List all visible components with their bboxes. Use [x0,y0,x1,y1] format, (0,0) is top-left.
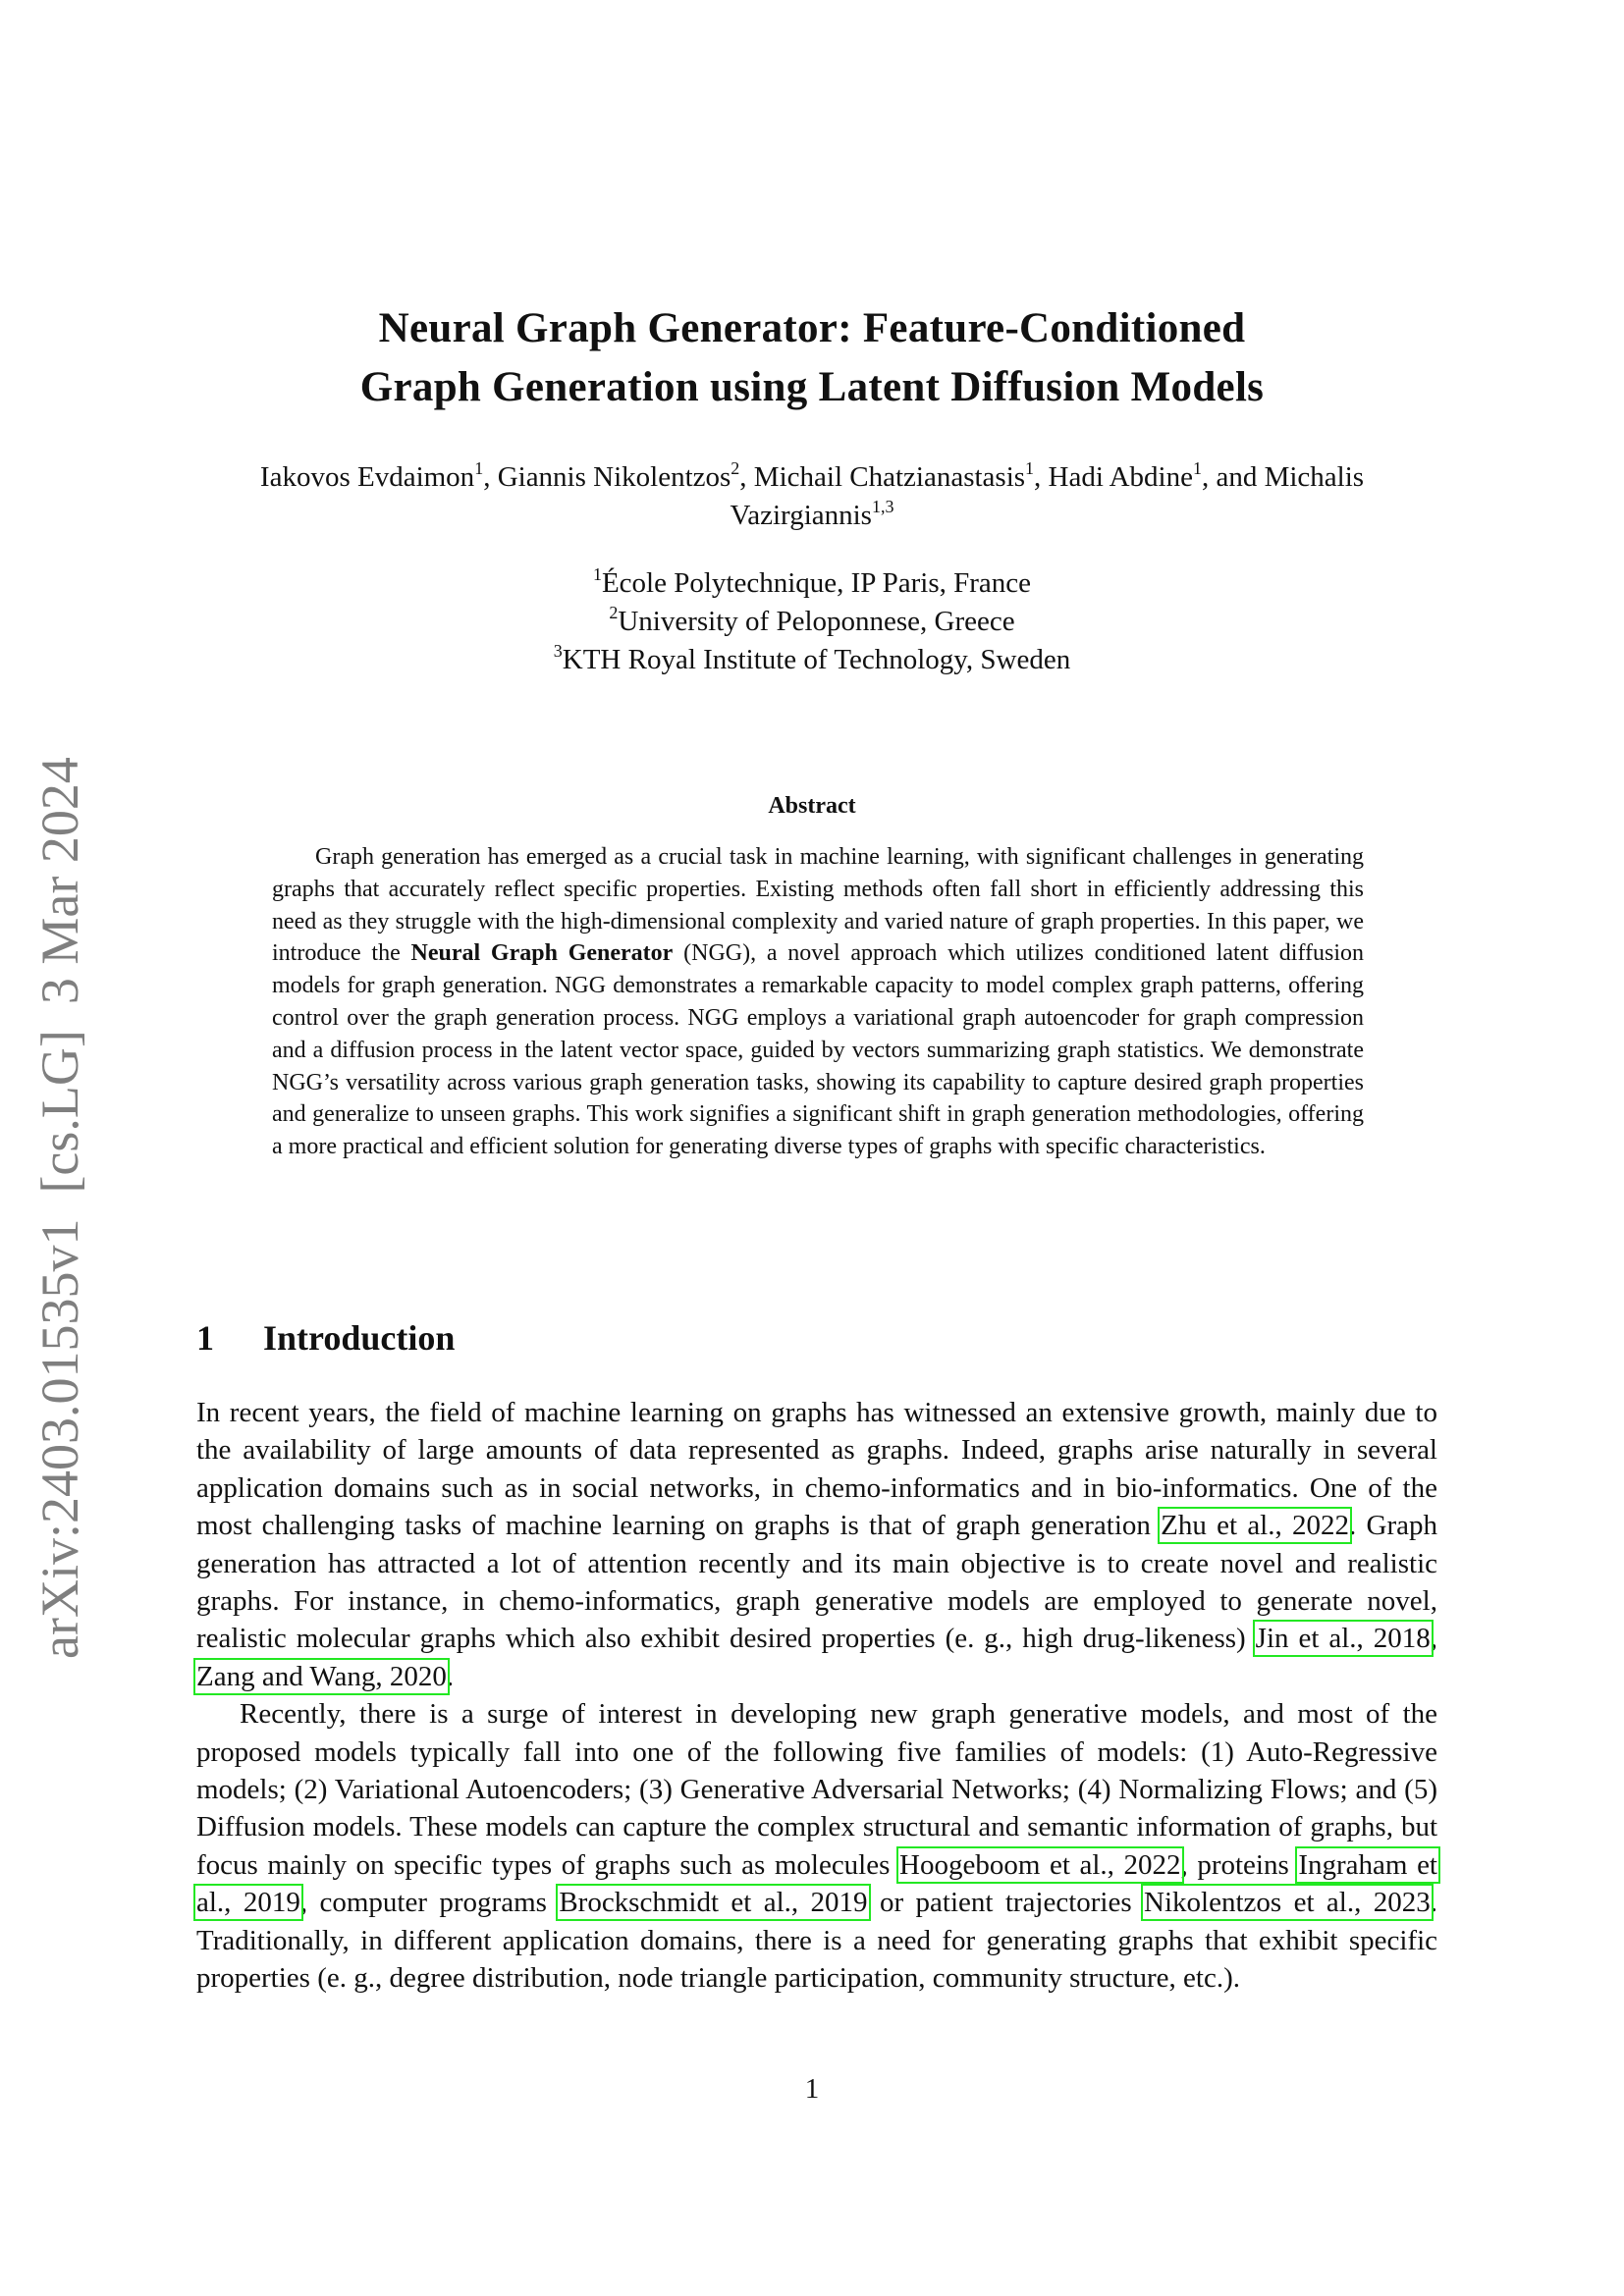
arxiv-stamp [29,757,90,1659]
affiliation: $^3$KTH Royal Institute of Technology, Sweden [553,641,1071,675]
model-name: Neural Graph Generator [410,940,674,967]
title-line-2: Graph Generation using Latent Diffusion Models [359,364,1265,410]
paper-title [0,299,1624,417]
section-heading [196,1317,455,1359]
abstract-body: Graph generation has emerged as a crucial task in machine learning, with significant challenges in generating graphs that accurately reflect specific properties. Existing methods often fall short in efficiently addressing this need as they struggle with the high-dimensional complexity and varied nature of graph properties. In this paper, we introduce the Neural Graph Generator (NGG), a novel approach which utilizes conditioned latent diffusion models for graph generation. NGG demonstrates a remarkable capacity to model complex graph patterns, offering control over the graph generation process. NGG employs a variational graph autoencoder for graph compression and a diffusion process in the latent vector space, guided by vectors summarizing graph statistics. We demonstrate NGG’s versatility across various graph generation tasks, showing its capability to capture desired graph properties and generalize to unseen graphs. This work signifies a significant shift in graph generation methodologies, offering a more practical and efficient solution for generating diverse types of graphs with specific characteristics. [272,844,1365,1160]
citation-link[interactable]: Nikolentzos et al., 2023 [1144,1887,1431,1919]
author: Michalis Vazirgiannis$^{1,3}$ [730,461,1365,531]
author: Hadi Abdine$^1$, and [1048,458,1265,493]
citation-link[interactable]: Jin et al., 2018 [1255,1623,1431,1655]
arxiv-id: arXiv:2403.01535v1 [30,1218,89,1659]
author: Michail Chatzianastasis$^1$, [753,458,1049,493]
page-number: 1 [804,2073,820,2105]
paragraph: In recent years, the field of machine learning on graphs has witnessed an extensive growth, mainly due to the availability of large amounts of data represented as graphs. Indeed, graphs arise naturally in several application domains such as in social networks, in chemo-informatics and in bio-informatics. One of the most challenging tasks of machine learning on graphs is that of graph generation Zhu et al., 2022. Graph generation has attracted a lot of attention recently and its main objective is to create novel and realistic graphs. For instance, in chemo-informatics, graph generative models are employed to generate novel, realistic molecular graphs which also exhibit desired properties (e. g., high drug-likeness) Jin et al., 2018, Zang and Wang, 2020. [196,1397,1437,1692]
arxiv-category: [cs.LG] [30,1030,89,1194]
author: Giannis Nikolentzos$^2$, [497,458,754,493]
arxiv-date: 3 Mar 2024 [30,757,89,1005]
section-number: 1 [196,1318,214,1358]
title-line-1: Neural Graph Generator: Feature-Conditioned [378,305,1246,351]
affiliation-list [0,564,1624,679]
section-title: Introduction [263,1318,456,1358]
citation-link[interactable]: Hoogeboom et al., 2022 [899,1848,1181,1881]
affiliation: $^1$École Polytechnique, IP Paris, France [592,564,1032,599]
citation-link[interactable]: Ingraham et al., 2019 [196,1848,1437,1919]
paragraph: Recently, there is a surge of interest in developing new graph generative models, and most of the proposed models typically fall into one of the following five families of models: (1) Auto-Regressive models; (2) Variational Autoencoders; (3) Generative Adversarial Networks; (4) Normalizing Flows; and (5) Diffusion models. These models can capture the complex structural and semantic information of graphs, but focus mainly on specific types of graphs such as molecules Hoogeboom et al., 2022, proteins Ingraham et al., 2019, computer programs Brockschmidt et al., 2019 or patient trajectories Nikolentzos et al., 2023. Traditionally, in different application domains, there is a need for generating graphs that exhibit specific properties (e. g., degree distribution, node triangle participation, community structure, etc.). [196,1698,1437,1995]
author-list [187,458,1437,535]
citation-link[interactable]: Zang and Wang, 2020 [196,1660,447,1692]
abstract-heading: Abstract [768,793,856,819]
author: Iakovos Evdaimon$^1$, [259,458,498,493]
introduction-body [196,1394,1437,1998]
citation-link[interactable]: Brockschmidt et al., 2019 [559,1887,868,1919]
citation-link[interactable]: Zhu et al., 2022 [1161,1510,1350,1542]
affiliation: $^2$University of Peloponnese, Greece [609,603,1015,637]
